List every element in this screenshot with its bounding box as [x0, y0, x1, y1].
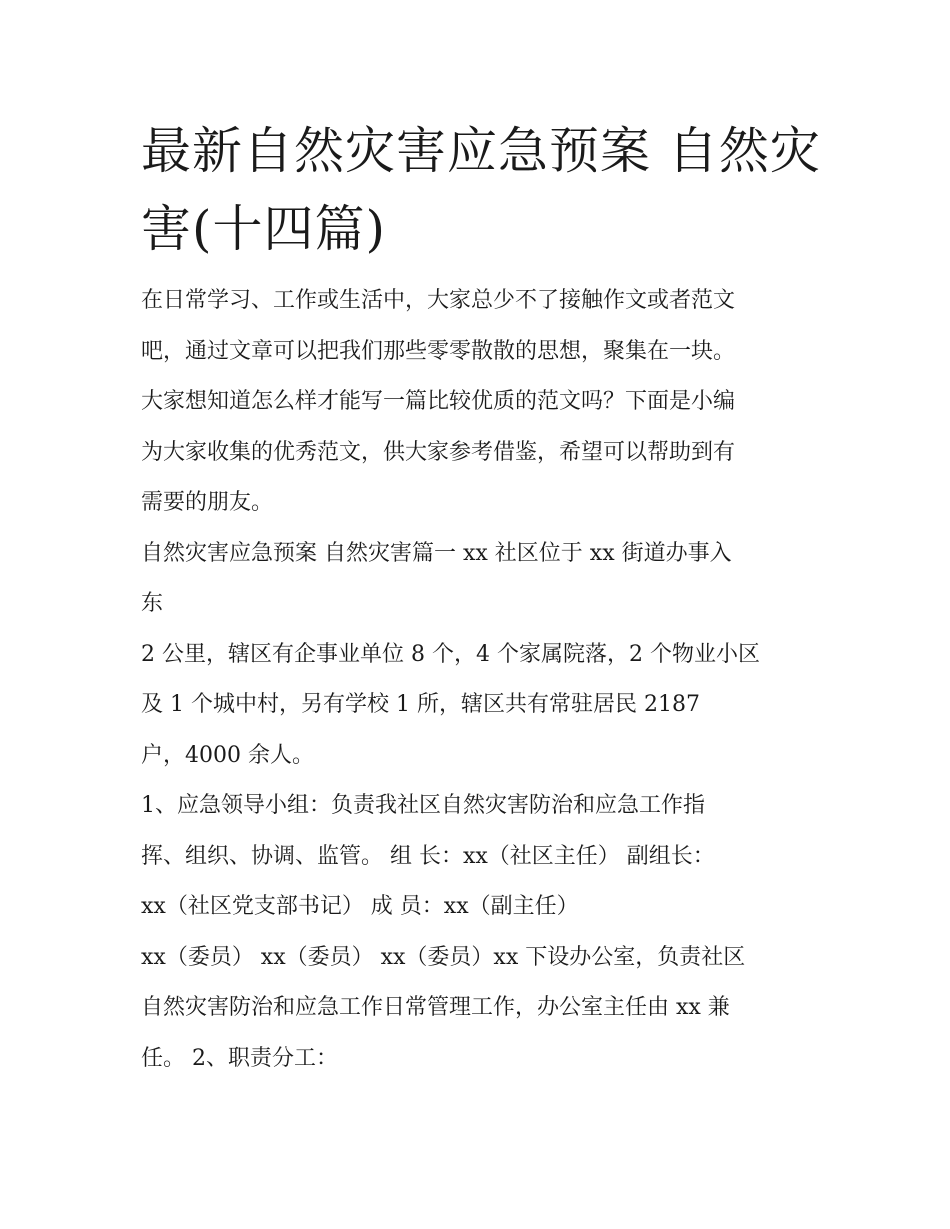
body-line: 吧，通过文章可以把我们那些零零散散的思想，聚集在一块。	[141, 338, 736, 364]
body-line: 自然灾害应急预案 自然灾害篇一 xx 社区位于 xx 街道办事入	[141, 540, 732, 566]
document-title	[141, 112, 841, 268]
body-line: 为大家收集的优秀范文，供大家参考借鉴，希望可以帮助到有	[141, 439, 736, 465]
body-line: 任。 2、职责分工：	[141, 1045, 338, 1071]
body-line: 大家想知道怎么样才能写一篇比较优质的范文吗？下面是小编	[141, 389, 736, 414]
body-line: 东	[141, 591, 164, 616]
body-line: xx（委员） xx（委员） xx（委员）xx 下设办公室，负责社区	[141, 944, 746, 970]
body-line: 2 公里，辖区有企事业单位 8 个，4 个家属院落，2 个物业小区	[141, 641, 760, 667]
body-line: 需要的朋友。	[141, 490, 274, 515]
document-body	[141, 282, 841, 1090]
title-line: 最新自然灾害应急预案 自然灾	[141, 122, 821, 180]
body-line: 户，4000 余人。	[141, 742, 314, 768]
body-line: 自然灾害防治和应急工作日常管理工作，办公室主任由 xx 兼	[141, 995, 730, 1020]
body-line: xx（社区党支部书记） 成 员：xx（副主任）	[141, 894, 579, 919]
body-line: 挥、组织、协调、监管。 组 长：xx（社区主任） 副组长：	[141, 843, 715, 869]
body-line: 1、应急领导小组：负责我社区自然灾害防治和应急工作指	[141, 793, 705, 818]
body-line: 及 1 个城中村，另有学校 1 所，辖区共有常驻居民 2187	[141, 692, 700, 717]
body-line: 在日常学习、工作或生活中，大家总少不了接触作文或者范文	[141, 288, 736, 313]
title-line: 害(十四篇)	[141, 200, 387, 258]
